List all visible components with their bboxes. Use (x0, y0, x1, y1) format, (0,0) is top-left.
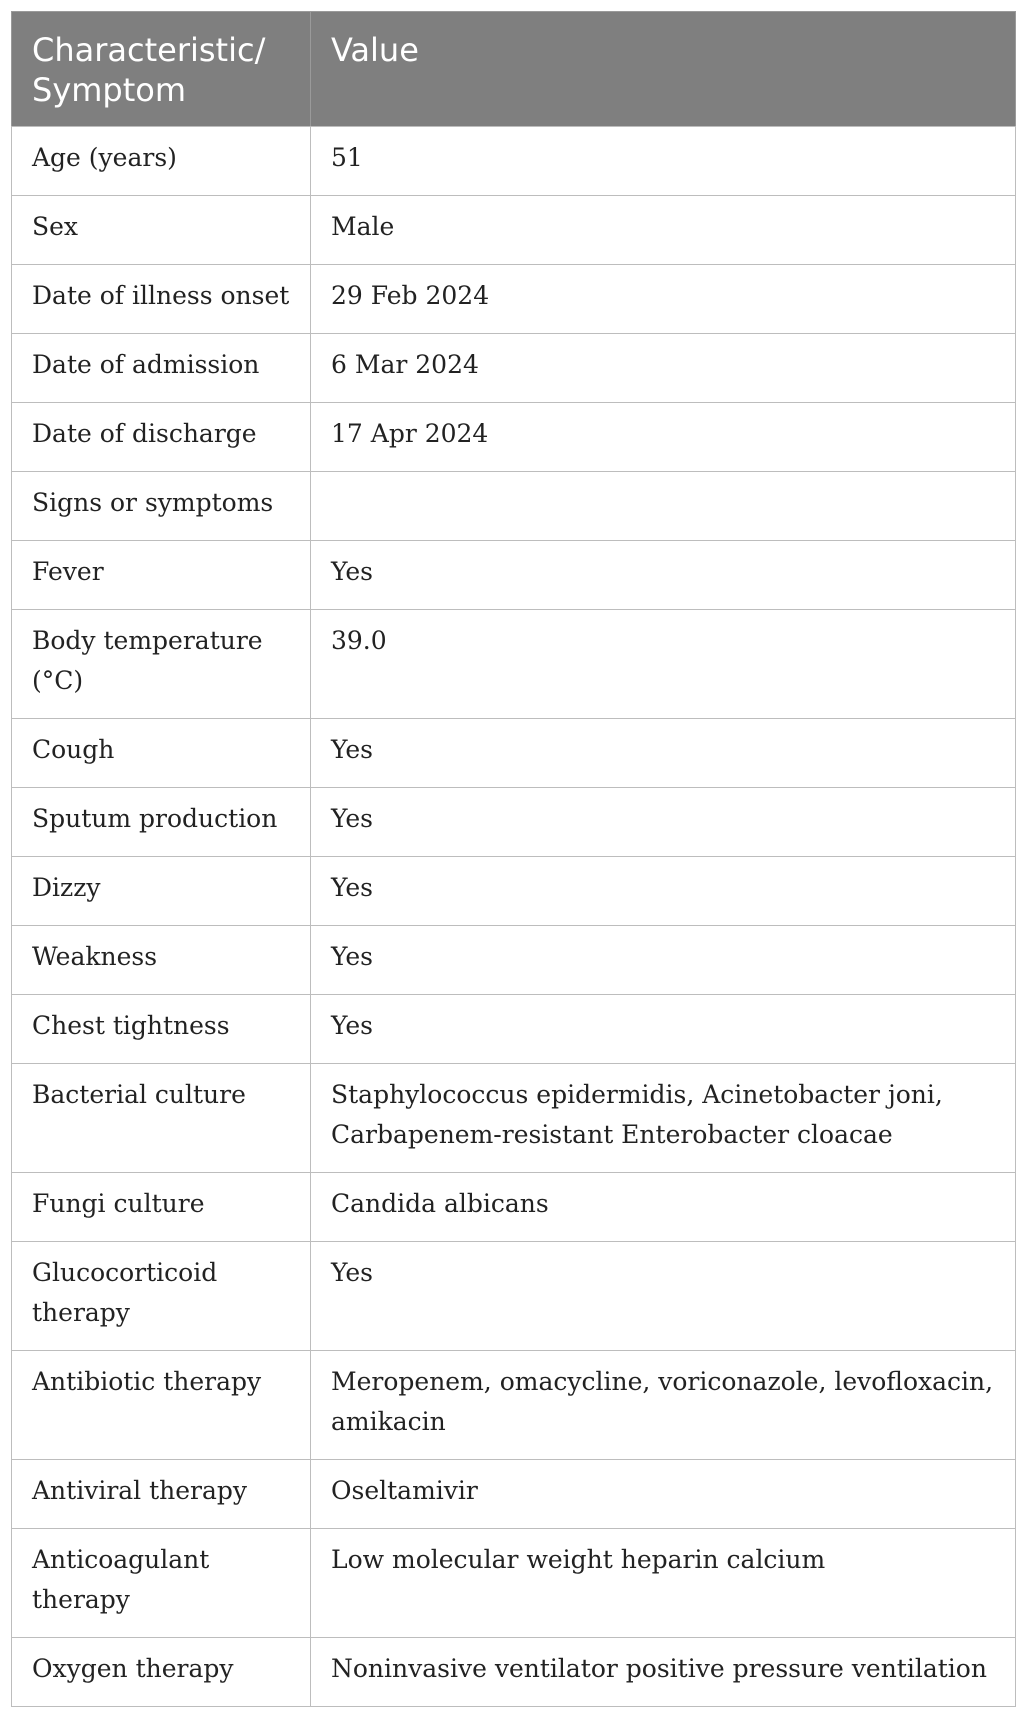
row-value: Meropenem, omacycline, voriconazole, levofloxacin, amikacin (311, 1351, 1016, 1460)
table-row (12, 610, 1016, 719)
row-value: 51 (311, 127, 1016, 196)
row-value (311, 472, 1016, 541)
row-value: Candida albicans (311, 1173, 1016, 1242)
table-row (12, 196, 1016, 265)
row-value: Staphylococcus epidermidis, Acinetobacter joni, Carbapenem-resistant Enterobacter cloacae (311, 1064, 1016, 1173)
row-value: 6 Mar 2024 (311, 334, 1016, 403)
row-label: Fever (12, 541, 311, 610)
row-value: Male (311, 196, 1016, 265)
row-label: Dizzy (12, 857, 311, 926)
row-label: Cough (12, 719, 311, 788)
table-row (12, 127, 1016, 196)
table-row (12, 1351, 1016, 1460)
header-characteristic: Characteristic/ Symptom (12, 12, 311, 127)
row-value: Noninvasive ventilator positive pressure ventilation (311, 1638, 1016, 1707)
row-value: Yes (311, 995, 1016, 1064)
row-label: Date of discharge (12, 403, 311, 472)
table-row (12, 541, 1016, 610)
row-value: Yes (311, 719, 1016, 788)
row-label: Antiviral therapy (12, 1460, 311, 1529)
row-label: Signs or symptoms (12, 472, 311, 541)
row-value: 17 Apr 2024 (311, 403, 1016, 472)
row-value: Yes (311, 926, 1016, 995)
row-label: Bacterial culture (12, 1064, 311, 1173)
row-label: Body temperature (°C) (12, 610, 311, 719)
row-label: Glucocorticoid therapy (12, 1242, 311, 1351)
row-value: Yes (311, 541, 1016, 610)
table-row (12, 472, 1016, 541)
row-value: Oseltamivir (311, 1460, 1016, 1529)
row-value: Low molecular weight heparin calcium (311, 1529, 1016, 1638)
table-row (12, 788, 1016, 857)
row-value: 29 Feb 2024 (311, 265, 1016, 334)
row-label: Sputum production (12, 788, 311, 857)
table-row (12, 334, 1016, 403)
row-label: Antibiotic therapy (12, 1351, 311, 1460)
characteristics-table-container (11, 11, 1015, 1707)
header-value: Value (311, 12, 1016, 127)
row-value: Yes (311, 857, 1016, 926)
row-label: Anticoagulant therapy (12, 1529, 311, 1638)
table-row (12, 1242, 1016, 1351)
table-row (12, 995, 1016, 1064)
table-row (12, 719, 1016, 788)
table-body (12, 127, 1016, 1707)
row-label: Weakness (12, 926, 311, 995)
row-label: Age (years) (12, 127, 311, 196)
row-label: Sex (12, 196, 311, 265)
characteristics-table (11, 11, 1016, 1707)
row-value: Yes (311, 788, 1016, 857)
table-row (12, 265, 1016, 334)
row-label: Chest tightness (12, 995, 311, 1064)
row-label: Date of admission (12, 334, 311, 403)
row-label: Fungi culture (12, 1173, 311, 1242)
table-row (12, 1460, 1016, 1529)
table-row (12, 1638, 1016, 1707)
table-row (12, 1529, 1016, 1638)
table-row (12, 1064, 1016, 1173)
table-row (12, 926, 1016, 995)
table-header (12, 12, 1016, 127)
table-row (12, 857, 1016, 926)
row-label: Oxygen therapy (12, 1638, 311, 1707)
row-value: Yes (311, 1242, 1016, 1351)
table-row (12, 1173, 1016, 1242)
table-row (12, 403, 1016, 472)
row-label: Date of illness onset (12, 265, 311, 334)
row-value: 39.0 (311, 610, 1016, 719)
header-row (12, 12, 1016, 127)
